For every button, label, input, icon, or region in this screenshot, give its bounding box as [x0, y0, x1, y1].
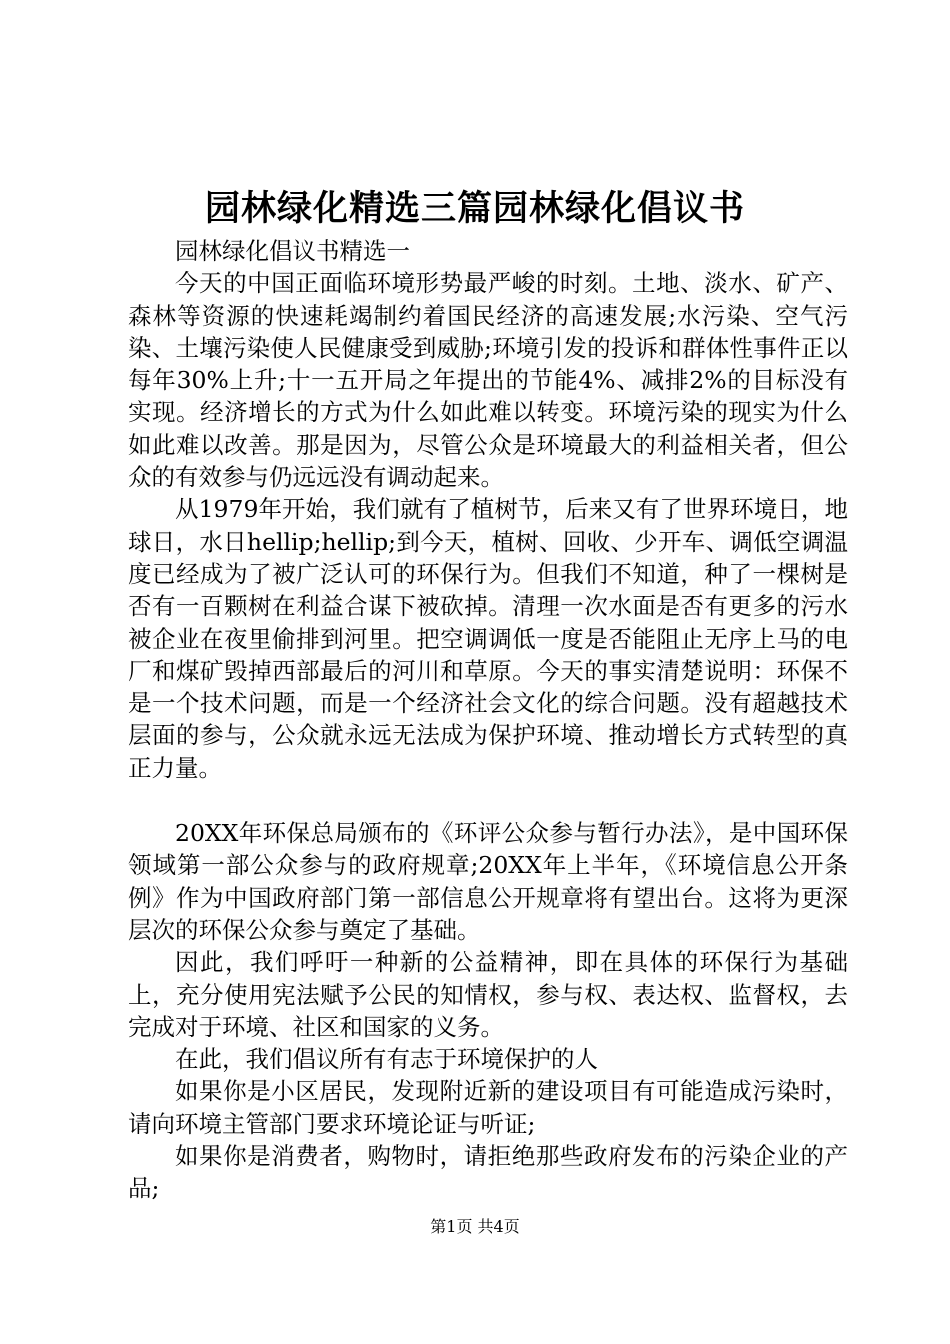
section-heading: 园林绿化倡议书精选一	[175, 237, 410, 265]
paragraph: 如果你是消费者，购物时，请拒绝那些政府发布的污染企业的产品;	[128, 1142, 848, 1203]
paragraph: 在此，我们倡议所有有志于环境保护的人	[175, 1045, 598, 1074]
document-title: 园林绿化精选三篇园林绿化倡议书	[204, 188, 745, 229]
paragraph: 因此，我们呼吁一种新的公益精神，即在具体的环保行为基础上，充分使用宪法赋予公民的知情权，参与权、表达权、监督权，去完成对于环境、社区和国家的义务。	[128, 948, 848, 1041]
document-body	[128, 235, 848, 1205]
paragraph: 20XX年环保总局颁布的《环评公众参与暂行办法》，是中国环保领域第一部公众参与的政府规章;20XX年上半年，《环境信息公开条例》作为中国政府部门第一部信息公开规章将有望出台。这将为更深层次的环保公众参与奠定了基础。	[128, 819, 848, 944]
paragraph: 如果你是小区居民，发现附近新的建设项目有可能造成污染时，请向环境主管部门要求环境论证与听证;	[128, 1077, 848, 1138]
page-footer: 第1页 共4页	[430, 1217, 520, 1236]
paragraph: 从1979年开始，我们就有了植树节，后来又有了世界环境日，地球日，水日hellip;hellip;到今天，植树、回收、少开车、调低空调温度已经成为了被广泛认可的环保行为。但我们不知道，种了一棵树是否有一百颗树在利益合谋下被砍掉。清理一次水面是否有更多的污水被企业在夜里偷排到河里。把空调调低一度是否能阻止无序上马的电厂和煤矿毁掉西部最后的河川和草原。今天的事实清楚说明：环保不是一个技术问题，而是一个经济社会文化的综合问题。没有超越技术层面的参与，公众就永远无法成为保护环境、推动增长方式转型的真正力量。	[128, 495, 848, 782]
paragraph: 今天的中国正面临环境形势最严峻的时刻。土地、淡水、矿产、森林等资源的快速耗竭制约着国民经济的高速发展;水污染、空气污染、土壤污染使人民健康受到威胁;环境引发的投诉和群体性事件正以每年30%上升;十一五开局之年提出的节能4%、减排2%的目标没有实现。经济增长的方式为什么如此难以转变。环境污染的现实为什么如此难以改善。那是因为，尽管公众是环境最大的利益相关者，但公众的有效参与仍远远没有调动起来。	[128, 269, 848, 492]
